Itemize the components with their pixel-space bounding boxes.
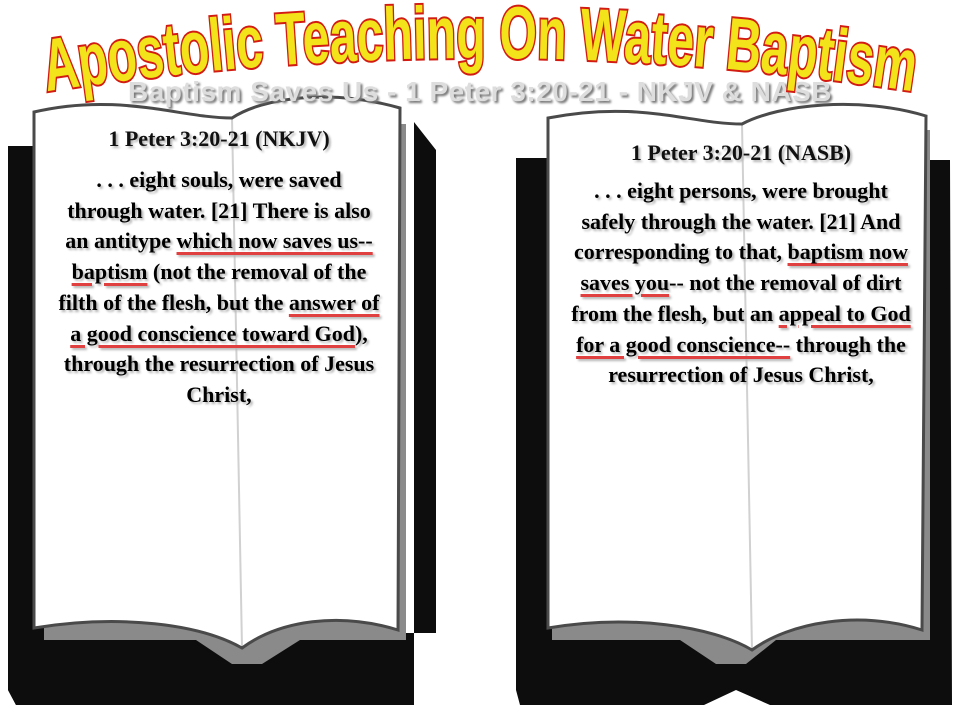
right-verse-part-c: through the resurrection of Jesus Christ, bbox=[608, 331, 906, 388]
left-verse-part-b: (not the removal of the filth of the flesh, but the bbox=[58, 259, 367, 315]
left-page bbox=[58, 126, 380, 411]
left-verse-underline-2: answer of a good conscience toward God bbox=[70, 289, 380, 346]
right-verse-text bbox=[566, 176, 916, 391]
left-verse-text bbox=[58, 165, 380, 411]
right-verse-part-a: . . . eight persons, were brought safely through the water. [21] And corresponding to that, bbox=[574, 178, 901, 265]
right-reference: 1 Peter 3:20-21 (NASB) bbox=[630, 140, 852, 165]
right-verse-part-b: -- not the removal of dirt from the flesh, but an bbox=[571, 270, 902, 326]
left-verse-underline-1: which now saves us--baptism bbox=[71, 228, 373, 285]
main-title-text: Apostolic Teaching On Water Baptism bbox=[36, 0, 946, 111]
left-reference: 1 Peter 3:20-21 (NKJV) bbox=[108, 126, 330, 151]
right-verse-underline-2: appeal to God for a good conscience-- bbox=[576, 300, 911, 357]
right-verse-underline-1: baptism now saves you bbox=[580, 239, 908, 296]
main-title bbox=[0, 0, 960, 111]
subtitle: Baptism Saves Us - 1 Peter 3:20-21 - NKJV & NASB bbox=[127, 76, 833, 107]
left-verse-part-c: ), through the resurrection of Jesus Christ, bbox=[63, 320, 375, 407]
right-page bbox=[566, 140, 916, 391]
left-verse-part-a: . . . eight souls, were saved through water. [21] There is also an antitype bbox=[65, 167, 371, 254]
